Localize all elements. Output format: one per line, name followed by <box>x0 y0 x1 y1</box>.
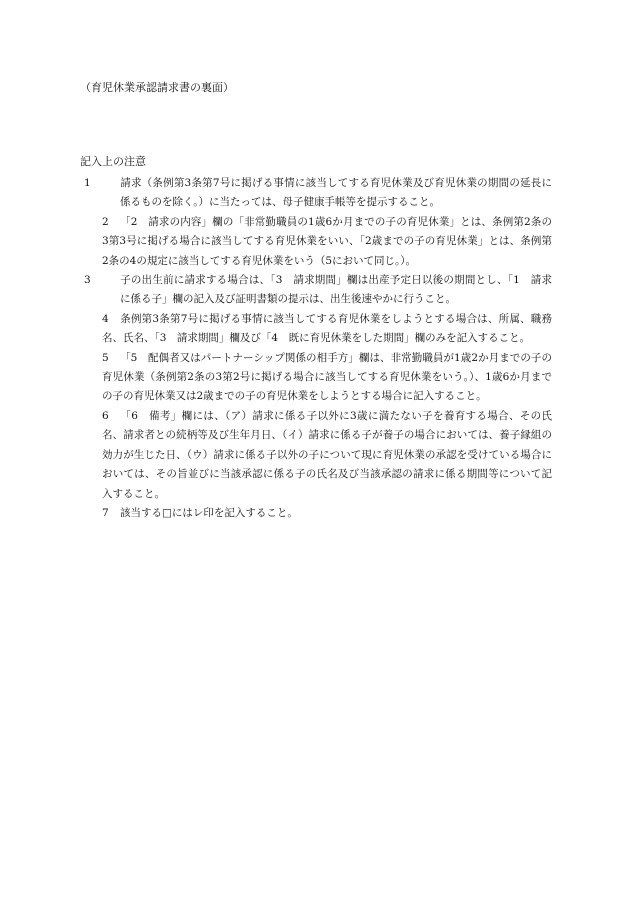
note-text: 「2 請求の内容」欄の「非常勤職員の1歳6か月までの子の育児休業」とは、条例第2条の3第3号に掲げる場合に該当してする育児休業をいい、「2歳までの子の育児休業」とは、条例第2条の4の規定に該当してする育児休業をいう（5において同じ。）。 <box>102 215 552 267</box>
notes-title: 記入上の注意 <box>80 155 146 168</box>
note-text: 「6 備考」欄には、（ア）請求に係る子以外に3歳に満たない子を養育する場合、その氏名、請求者との続柄等及び生年月日、（イ）請求に係る子が養子の場合においては、養子縁組の効力が生じた日、（ウ）請求に係る子以外の子について現に育児休業の承認を受けている場合においては、その旨並びに当該承認に係る子の氏名及び当該承認の請求に係る期間等について記入すること。 <box>102 409 552 500</box>
note-number: 1 <box>84 177 91 189</box>
note-number: 3 <box>84 274 91 287</box>
document-header: （育児休業承認請求書の裏面） <box>80 81 234 94</box>
note-text: 子の出生前に請求する場合は、「3 請求期間」欄は出産予定日以後の期間とし、「1 請求に係る子」欄の記入及び証明書類の提示は、出生後速やかに行うこと。 <box>120 274 552 306</box>
note-item-2 <box>80 213 552 271</box>
note-item-1 <box>80 174 552 213</box>
note-number: 6 <box>102 409 109 422</box>
note-number: 4 <box>102 312 109 325</box>
note-text: 「5 配偶者又はパートナーシップ関係の相手方」欄は、非常勤職員が1歳2か月までの子の育児休業（条例第2条の3第2号に掲げる場合に該当してする育児休業をいう。）、1歳6か月までの子の育児休業又は2歳までの子の育児休業をしようとする場合に記入すること。 <box>102 351 552 403</box>
note-item-7 <box>80 504 552 523</box>
notes-list <box>80 174 552 523</box>
note-item-4 <box>80 310 552 349</box>
note-text: 条例第3条第7号に掲げる事情に該当してする育児休業をしようとする場合は、所属、職務名、氏名、「3 請求期間」欄及び「4 既に育児休業をした期間」欄のみを記入すること。 <box>102 312 552 345</box>
note-number: 5 <box>102 351 109 364</box>
note-item-3 <box>80 271 552 310</box>
note-item-5 <box>80 349 552 407</box>
note-item-6 <box>80 407 552 504</box>
note-text: 該当する□にはレ印を記入すること。 <box>120 506 298 519</box>
note-number: 2 <box>102 215 109 228</box>
note-text: 請求（条例第3条第7号に掲げる事情に該当してする育児休業及び育児休業の期間の延長に係るものを除く。）に当たっては、母子健康手帳等を提示すること。 <box>120 177 552 209</box>
note-number: 7 <box>102 506 109 519</box>
